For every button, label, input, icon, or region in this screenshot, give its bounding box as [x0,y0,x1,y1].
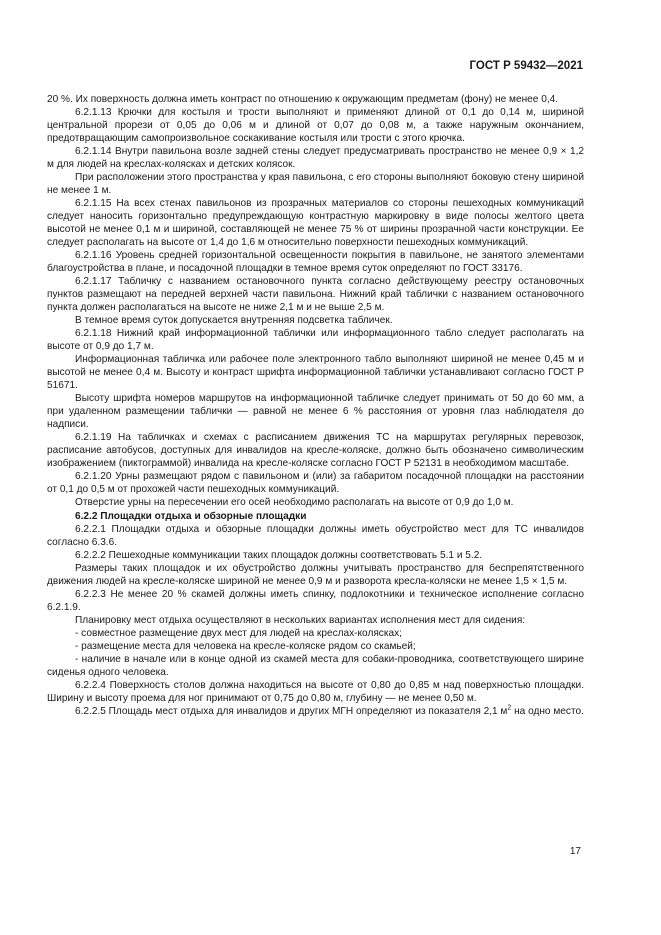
paragraph: Высоту шрифта номеров маршрутов на информационной табличке следует принимать от 50 до 60 мм, а при удаленном размещении таблички — равной не менее 6 % расстояния от уровня глаз наблюдателя до надписи. [47,393,584,431]
paragraph: 6.2.2.4 Поверхность столов должна находиться на высоте от 0,80 до 0,85 м над поверхностью площадки. Ширину и высоту проема для ног принимают от 0,75 до 0,80 м, глубину — не менее 0,50 м. [47,679,584,704]
paragraph: Информационная табличка или рабочее поле электронного табло выполняют шириной не менее 0,45 м и высотой не менее 0,4 м. Высоту и контраст шрифта информационной таблички устанавливают согласно ГОСТ Р 51671. [47,354,584,392]
paragraph: 6.2.2.1 Площадки отдыха и обзорные площадки должны иметь обустройство мест для ТС инвалидов согласно 6.3.6. [47,523,584,548]
paragraph: 6.2.1.16 Уровень средней горизонтальной освещенности покрытия в павильоне, не занятого элементами благоустройства в плане, и посадочной площадки в темное время суток определяют по ГОСТ 33176. [47,250,584,275]
list-item: - наличие в начале или в конце одной из скамей места для собаки-проводника, соответствующего ширине сиденья одного человека. [47,653,584,678]
body-text [47,93,584,718]
paragraph: 6.2.1.15 На всех стенах павильонов из прозрачных материалов со стороны пешеходных коммуникаций следует наносить горизонтально предупреждающую контрастную маркировку в виде полосы желтого цвета высотой не менее 0,1 м и шириной, составляющей не менее 75 % от ширины прозрачной части конструкции. Ее следует располагать на высоте от 1,4 до 1,6 м относительно поверхности пешеходных коммуникаций. [47,198,584,249]
list-item: - размещение места для человека на кресле-коляске рядом со скамьей; [75,640,416,652]
subsection-heading: 6.2.2 Площадки отдыха и обзорные площадки [75,510,307,522]
paragraph: Отверстие урны на пересечении его осей необходимо располагать на высоте от 0,9 до 1,0 м. [75,497,514,509]
paragraph: В темное время суток допускается внутренняя подсветка табличек. [75,315,393,327]
superscript: 2 [507,704,512,712]
paragraph: 6.2.1.18 Нижний край информационной таблички или информационного табло следует располагать на высоте от 0,9 до 1,7 м. [47,328,584,353]
paragraph: 6.2.2.2 Пешеходные коммуникации таких площадок должны соответствовать 5.1 и 5.2. [75,549,483,561]
paragraph: 6.2.2.3 Не менее 20 % скамей должны иметь спинку, подлокотники и техническое исполнение согласно 6.2.1.9. [47,588,584,613]
paragraph: 6.2.1.20 Урны размещают рядом с павильоном и (или) за габаритом посадочной площадки на расстоянии от 0,1 до 0,5 м от прохожей части пешеходных коммуникаций. [47,471,584,496]
paragraph: 6.2.1.13 Крючки для костыля и трости выполняют и применяют длиной от 0,1 до 0,14 м, шириной центральной прорези от 0,05 до 0,06 м и длиной от 0,07 до 0,08 м, а также наружным окончанием, предотвращающим самопроизвольное соскакивание костыля или трости с этого крючка. [47,107,584,145]
paragraph: 6.2.1.14 Внутри павильона возле задней стены следует предусматривать пространство не менее 0,9 × 1,2 м для людей на креслах-колясках и детских колясок. [47,146,584,171]
paragraph-area-text: 6.2.2.5 Площадь мест отдыха для инвалидов и других МГН определяют из показателя 2,1 м [75,705,508,717]
paragraph-area [47,705,584,718]
paragraph-area-tail: на одно место. [511,705,584,717]
page-number: 17 [569,846,581,857]
paragraph: Планировку мест отдыха осуществляют в нескольких вариантах исполнения мест для сидения: [75,614,526,626]
paragraph: При расположении этого пространства у края павильона, с его стороны выполняют боковую стену шириной не менее 1 м. [47,172,584,197]
paragraph: 6.2.1.17 Табличку с названием остановочного пункта согласно действующему реестру остановочных пунктов размещают на передней верхней части павильона. Нижний край таблички с названием остановочного пункта должен располагаться на высоте не ниже 2,1 м и не выше 2,5 м. [47,276,584,314]
paragraph: Размеры таких площадок и их обустройство должны учитывать пространство для беспрепятственного движения людей на кресле-коляске шириной не менее 0,9 м и разворота кресла-коляски не менее 1,5 × 1,5 м. [47,562,584,587]
list-item: - совместное размещение двух мест для людей на креслах-колясках; [75,627,402,639]
paragraph: 6.2.1.19 На табличках и схемах с расписанием движения ТС на маршрутах регулярных перевозок, расписание автобусов, доступных для инвалидов на кресле-коляске, должно быть обозначено символическим изображением (пиктограммой) инвалида на кресле-коляске согласно ГОСТ Р 52131 в необходимом масштабе. [47,432,584,470]
document-code: ГОСТ Р 59432—2021 [469,60,583,72]
paragraph: 20 %. Их поверхность должна иметь контраст по отношению к окружающим предметам (фону) не менее 0,4. [47,94,559,105]
